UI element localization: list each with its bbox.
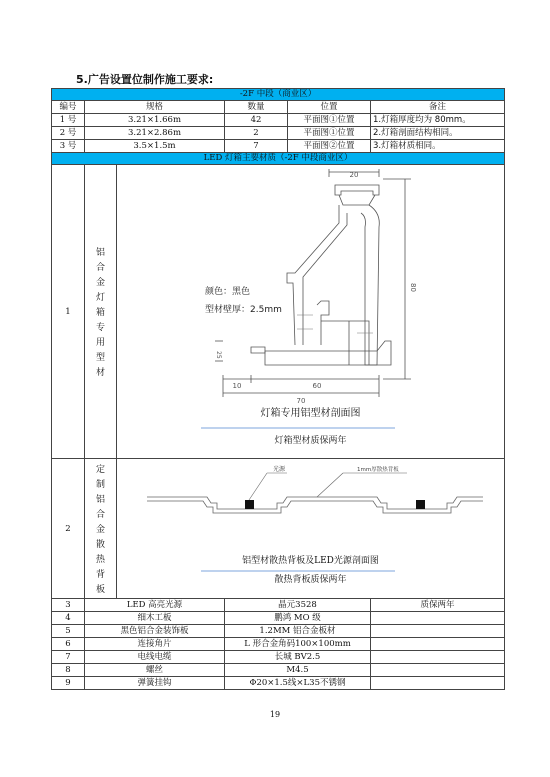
vertical-char: 型	[95, 353, 105, 363]
row-loc: 平面图②位置	[288, 140, 371, 153]
table-row	[52, 599, 505, 612]
dim-bottom-left-label: 10	[232, 382, 242, 390]
row-num: 5	[52, 625, 85, 638]
col-header-note: 备注	[371, 101, 505, 114]
row-note: 1.灯箱厚度均为 80mm。	[371, 114, 505, 127]
row-name: 电线电缆	[85, 651, 225, 664]
vertical-char: 合	[95, 263, 105, 273]
material-row-1	[52, 165, 505, 459]
table-row	[52, 140, 505, 153]
table-header-row	[52, 101, 505, 114]
item-number: 2	[52, 459, 85, 599]
band-section1: -2F 中段（商业区）	[52, 89, 505, 101]
item2-name-chars	[87, 463, 114, 598]
row-note: 2.灯箱剖面结构相同。	[371, 127, 505, 140]
row-spec: 长城 BV2.5	[225, 651, 371, 664]
band-section2: LED 灯箱主要材质（-2F 中段商业区）	[52, 153, 505, 165]
row-spec: Φ20×1.5线×L35不锈钢	[225, 677, 371, 690]
row-name: 黑色铝合金装饰板	[85, 625, 225, 638]
vertical-char: 金	[95, 278, 105, 288]
row-name: 弹簧挂钩	[85, 677, 225, 690]
item-name-vertical	[85, 459, 117, 599]
row-loc: 平面图①位置	[288, 114, 371, 127]
table-row	[52, 114, 505, 127]
row-qty: 2	[225, 127, 288, 140]
row-name: 螺丝	[85, 664, 225, 677]
backboard-warranty: 散热背板质保两年	[274, 575, 347, 585]
material-row-2	[52, 459, 505, 599]
vertical-char: 散	[95, 540, 105, 550]
vertical-char: 灯	[95, 293, 105, 303]
vertical-char: 铝	[95, 248, 105, 258]
col-header-id: 编号	[52, 101, 85, 114]
row-num: 4	[52, 612, 85, 625]
backboard-drawing-cell	[117, 459, 505, 599]
row-id: 3 号	[52, 140, 85, 153]
item-number: 1	[52, 165, 85, 459]
wall-thickness-label: 型材壁厚：2.5mm	[205, 305, 282, 315]
row-name: 细木工板	[85, 612, 225, 625]
row-loc: 平面图①位置	[288, 127, 371, 140]
row-extra	[371, 638, 505, 651]
table-row	[52, 625, 505, 638]
row-num: 8	[52, 664, 85, 677]
vertical-char: 金	[95, 525, 105, 535]
table-row	[52, 127, 505, 140]
row-num: 9	[52, 677, 85, 690]
profile-drawing-cell	[117, 165, 505, 459]
row-spec: 3.21×1.66m	[85, 114, 225, 127]
row-spec: 晶元3528	[225, 599, 371, 612]
dim-top-label: 20	[349, 171, 359, 179]
vertical-char: 箱	[95, 308, 105, 318]
row-name: 连接角片	[85, 638, 225, 651]
section-heading: 5.广告设置位制作施工要求:	[76, 73, 214, 86]
row-qty: 7	[225, 140, 288, 153]
dim-bottom-total-label: 70	[296, 397, 306, 405]
row-num: 7	[52, 651, 85, 664]
row-extra	[371, 651, 505, 664]
row-spec: L 形合金角码100×100mm	[225, 638, 371, 651]
vertical-char: 铝	[95, 495, 105, 505]
row-spec: 3.21×2.86m	[85, 127, 225, 140]
table-row	[52, 612, 505, 625]
row-extra	[371, 625, 505, 638]
row-spec: 3.5×1.5m	[85, 140, 225, 153]
backboard-section-diagram	[117, 459, 503, 591]
table-row	[52, 664, 505, 677]
row-spec: 1.2MM 铝合金板材	[225, 625, 371, 638]
item-name-vertical	[85, 165, 117, 459]
row-id: 1 号	[52, 114, 85, 127]
color-label: 颜色：黑色	[205, 287, 251, 297]
vertical-char: 热	[95, 555, 105, 565]
item1-name-chars	[87, 246, 114, 381]
row-extra	[371, 664, 505, 677]
col-header-spec: 规格	[85, 101, 225, 114]
vertical-char: 板	[95, 585, 105, 595]
row-note: 3.灯箱材质相同。	[371, 140, 505, 153]
row-num: 6	[52, 638, 85, 651]
row-extra	[371, 677, 505, 690]
profile-warranty: 灯箱型材质保两年	[274, 436, 347, 446]
row-num: 3	[52, 599, 85, 612]
vertical-char: 用	[95, 338, 105, 348]
row-spec: M4.5	[225, 664, 371, 677]
row-extra: 质保两年	[371, 599, 505, 612]
table-row	[52, 677, 505, 690]
vertical-char: 合	[95, 510, 105, 520]
vertical-char: 定	[95, 465, 105, 475]
light-source-label: 光源	[273, 466, 286, 473]
row-spec: 鹏鸿 MO 级	[225, 612, 371, 625]
table-row	[52, 638, 505, 651]
vertical-char: 制	[95, 480, 105, 490]
vertical-char: 背	[95, 570, 105, 580]
dim-left-small-label: 25	[215, 351, 222, 359]
col-header-loc: 位置	[288, 101, 371, 114]
dim-side-label: 80	[409, 283, 417, 292]
row-extra	[371, 612, 505, 625]
col-header-qty: 数量	[225, 101, 288, 114]
backboard-caption: 铝型材散热背板及LED光源剖面图	[242, 556, 379, 566]
vertical-char: 材	[95, 368, 105, 378]
row-name: LED 高亮光源	[85, 599, 225, 612]
backboard-label: 1mm厚散热背板	[357, 467, 399, 473]
row-qty: 42	[225, 114, 288, 127]
row-id: 2 号	[52, 127, 85, 140]
vertical-char: 专	[95, 323, 105, 333]
dim-bottom-mid-label: 60	[312, 382, 322, 390]
table-row	[52, 651, 505, 664]
spec-table	[51, 88, 505, 690]
profile-caption: 灯箱专用铝型材剖面图	[260, 408, 361, 419]
page-number: 19	[269, 710, 281, 719]
